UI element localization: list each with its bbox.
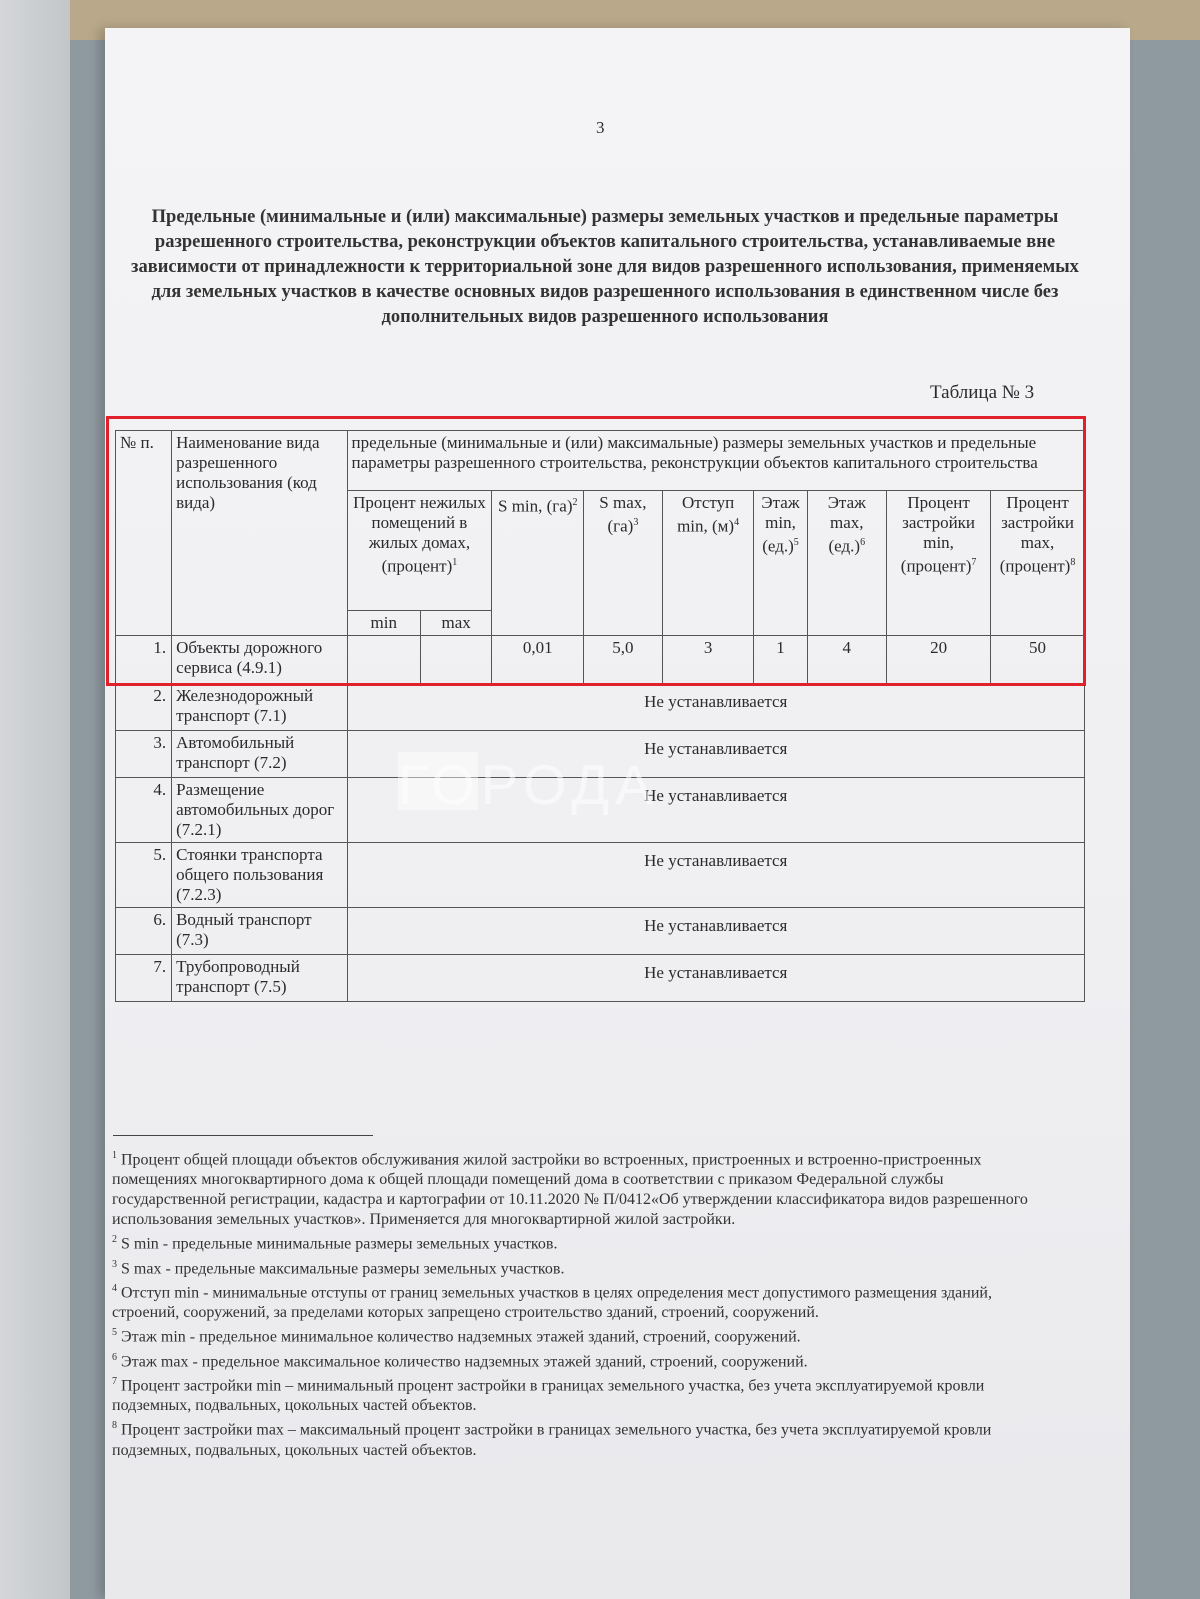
footnote-2: $^2$ S min - предельные минимальные размеры земельных участков. <box>112 1234 558 1253</box>
row1-etazh-max: 4 <box>807 636 887 684</box>
header-zastroyka-min: Процент застройки min, (процент)$^7$ <box>887 491 991 636</box>
row4-name: Размещение автомобильных дорог (7.2.1) <box>172 778 347 843</box>
header-min: min <box>347 611 420 636</box>
row1-no: 1. <box>116 636 172 684</box>
footnote-6: $^6$ Этаж max - предельное максимальное количество надземных этажей зданий, строений, сооружений. <box>112 1351 808 1370</box>
footnote-rule <box>113 1135 373 1136</box>
row1-etazh-min: 1 <box>754 636 807 684</box>
row1-zastroyka-max: 50 <box>991 636 1085 684</box>
footnote-5: $^5$ Этаж min - предельное минимальное количество надземных этажей зданий, строений, сооружений. <box>112 1327 801 1346</box>
header-percent-nonresidential: Процент нежилых помещений в жилых домах,(процент)$^1$ <box>347 491 492 611</box>
watermark-text: ГОРОДА <box>398 753 659 816</box>
row1-s-max: 5,0 <box>584 636 663 684</box>
background-left-page <box>0 0 70 1599</box>
header-etazh-min: Этаж min, $(ед.)^5$ <box>754 491 807 636</box>
row5-value: Не устанавливается <box>347 843 1084 908</box>
limits-table <box>115 430 1085 1002</box>
header-name: Наименование вида разрешенного использования (код вида) <box>172 431 347 636</box>
row2-value: Не устанавливается <box>347 684 1084 731</box>
header-s-min: S min, (га)$^2$ <box>492 491 584 636</box>
row1-name: Объекты дорожного сервиса (4.9.1) <box>172 636 347 684</box>
document-title: Предельные (минимальные и (или) максимальные) размеры земельных участков и предельные параметры разрешенного строительства, реконструкции объектов капитального строительства, устанавливаемые вне зависимости от принадлежности к территориальной зоне для видов разрешенного использования, применяемых для земельных участков в качестве основных видов разрешенного использования в единственном числе без дополнительных видов разрешенного использования <box>131 207 1079 327</box>
row2-name: Железнодорожный транспорт (7.1) <box>172 684 347 731</box>
row1-s-min: 0,01 <box>492 636 584 684</box>
row5-name: Стоянки транспорта общего пользования (7.2.3) <box>172 843 347 908</box>
row3-no: 3. <box>116 731 172 778</box>
row1-zastroyka-min: 20 <box>887 636 991 684</box>
table-label: Таблица № 3 <box>930 382 1035 403</box>
footnote-3: $^3$ S max - предельные максимальные размеры земельных участков. <box>112 1258 565 1277</box>
header-etazh-max: Этаж max, $(ед.)^6$ <box>807 491 887 636</box>
header-max: max <box>420 611 491 636</box>
header-otstup: Отступ min, $(м)^4$ <box>662 491 754 636</box>
header-no: № п. <box>116 431 172 636</box>
row2-no: 2. <box>116 684 172 731</box>
footnote-1: $^1$ Процент общей площади объектов обслуживания жилой застройки во встроенных, пристроенных и встроенно-пристроенных помещениях многоквартирного дома к общей площади помещений дома в соответствии с приказом Федеральной службы государственной регистрации, кадастра и картографии от 10.11.2020 № П/0412«Об утверждении классификатора видов разрешенного использования земельных участков». Применяется для многоквартирной жилой застройки. <box>112 1150 1028 1229</box>
row7-value: Не устанавливается <box>347 955 1084 1002</box>
row4-value: Не устанавливается <box>347 778 1084 843</box>
row7-no: 7. <box>116 955 172 1002</box>
row7-name: Трубопроводный транспорт (7.5) <box>172 955 347 1002</box>
row6-name: Водный транспорт (7.3) <box>172 908 347 955</box>
row5-no: 5. <box>116 843 172 908</box>
footnote-4: $^4$ Отступ min - минимальные отступы от границ земельных участков в целях определения мест допустимого размещения зданий, строений, сооружений, за пределами которых запрещено строительство зданий, строений, сооружений. <box>112 1282 992 1322</box>
footnote-8: $^8$ Процент застройки max – максимальный процент застройки в границах земельного участка, без учета эксплуатируемой кровли подземных, подвальных, цокольных частей объектов. <box>112 1420 992 1459</box>
footnotes <box>112 1146 1042 1461</box>
row6-no: 6. <box>116 908 172 955</box>
row3-name: Автомобильный транспорт (7.2) <box>172 731 347 778</box>
header-s-max: S max, (га)$^3$ <box>584 491 663 636</box>
row1-max <box>420 636 491 684</box>
row3-value: Не устанавливается <box>347 731 1084 778</box>
header-group: предельные (минимальные и (или) максимальные) размеры земельных участков и предельные параметры разрешенного строительства, реконструкции объектов капитального строительства <box>347 431 1084 491</box>
row1-otstup: 3 <box>662 636 754 684</box>
header-zastroyka-max: Процент застройки max, (процент)$^8$ <box>991 491 1085 636</box>
footnote-7: $^7$ Процент застройки min – минимальный процент застройки в границах земельного участка, без учета эксплуатируемой кровли подземных, подвальных, цокольных частей объектов. <box>112 1375 985 1415</box>
row6-value: Не устанавливается <box>347 908 1084 955</box>
row4-no: 4. <box>116 778 172 843</box>
page-number: 3 <box>596 118 605 137</box>
row1-min <box>347 636 420 684</box>
